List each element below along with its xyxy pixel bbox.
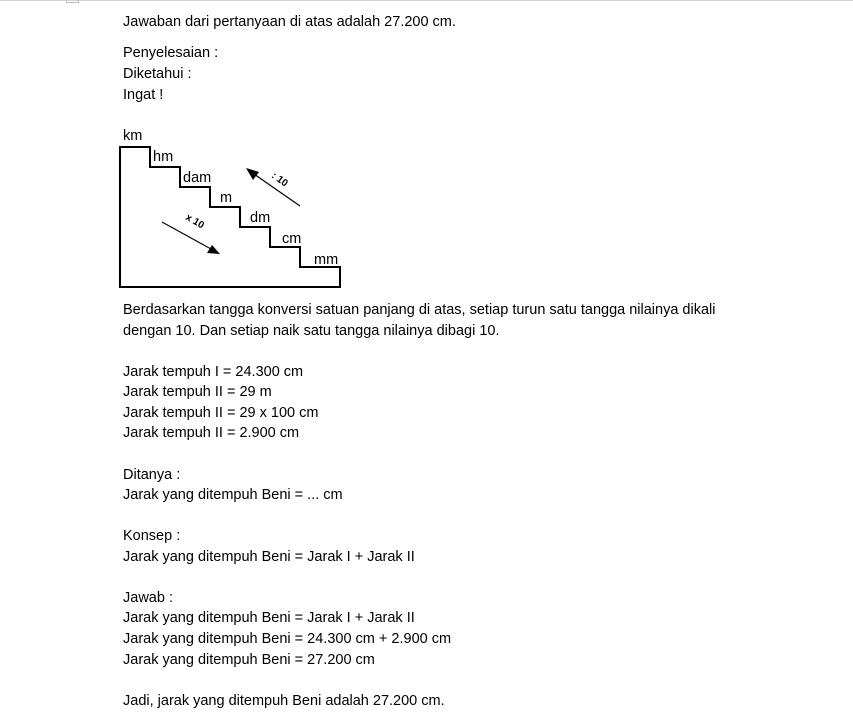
unit-cm-label: cm bbox=[282, 231, 302, 247]
conclusion-line: Jadi, jarak yang ditempuh Beni adalah 27.200 cm. bbox=[123, 693, 445, 709]
known-line-4: Jarak tempuh II = 2.900 cm bbox=[123, 425, 300, 441]
divide-arrow-head-icon bbox=[246, 168, 259, 180]
explanation-paragraph: Berdasarkan tangga konversi satuan panjang di atas, setiap turun satu tangga nilainya dikali dengan 10. Dan setiap naik satu tangga nilainya dibagi 10. bbox=[123, 302, 716, 339]
page-corner-mark bbox=[66, 0, 79, 3]
known-line-1: Jarak tempuh I = 24.300 cm bbox=[123, 364, 304, 380]
ingat-heading: Ingat ! bbox=[123, 87, 164, 103]
multiply-arrow-line bbox=[162, 222, 211, 249]
known-line-2: Jarak tempuh II = 29 m bbox=[123, 384, 272, 400]
unit-m-label: m bbox=[220, 190, 233, 206]
divide-by-ten-label: : 10 bbox=[269, 170, 290, 190]
unit-mm-label: mm bbox=[314, 252, 339, 268]
konsep-line: Jarak yang ditempuh Beni = Jarak I + Jarak II bbox=[123, 549, 415, 565]
unit-hm-label: hm bbox=[153, 149, 174, 165]
jawab-heading: Jawab : bbox=[123, 590, 173, 606]
answer-intro: Jawaban dari pertanyaan di atas adalah 27.200 cm. bbox=[123, 14, 456, 30]
ditanya-line: Jarak yang ditempuh Beni = ... cm bbox=[123, 487, 343, 503]
konsep-heading: Konsep : bbox=[123, 528, 181, 544]
penyelesaian-heading: Penyelesaian : bbox=[123, 45, 219, 61]
known-line-3: Jarak tempuh II = 29 x 100 cm bbox=[123, 405, 319, 421]
jawab-line-1: Jarak yang ditempuh Beni = Jarak I + Jarak II bbox=[123, 610, 415, 626]
multiply-arrow-head-icon bbox=[207, 245, 220, 254]
jawab-line-2: Jarak yang ditempuh Beni = 24.300 cm + 2.900 cm bbox=[123, 631, 452, 647]
ditanya-heading: Ditanya : bbox=[123, 467, 181, 483]
jawab-line-3: Jarak yang ditempuh Beni = 27.200 cm bbox=[123, 652, 375, 668]
unit-conversion-stairs-diagram bbox=[110, 122, 350, 292]
unit-dam-label: dam bbox=[183, 170, 212, 186]
unit-dm-label: dm bbox=[250, 210, 271, 226]
stairs-outline bbox=[120, 147, 340, 287]
unit-km-label: km bbox=[123, 128, 143, 144]
page-top-border bbox=[0, 0, 853, 1]
diketahui-heading: Diketahui : bbox=[123, 66, 192, 82]
multiply-by-ten-label: x 10 bbox=[183, 212, 206, 232]
